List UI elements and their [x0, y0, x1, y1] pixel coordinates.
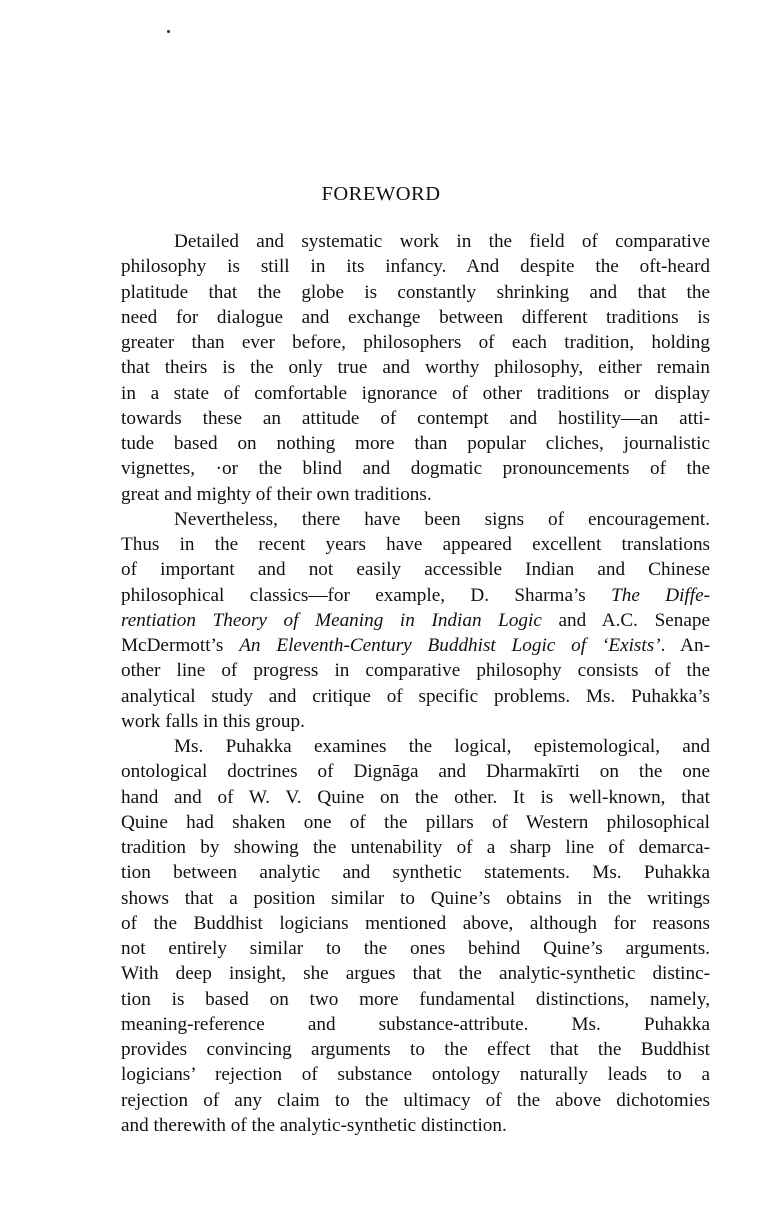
text-line: tion is based on two more fundamental distinctions, namely, — [121, 988, 710, 1010]
text-line: that theirs is the only true and worthy philosophy, either remain — [121, 357, 710, 379]
paragraph-2 — [121, 507, 710, 734]
page-title: FOREWORD — [321, 183, 441, 205]
text-line: meaning-reference and substance-attribute. Ms. Puhakka — [121, 1013, 710, 1035]
text-line: of important and not easily accessible Indian and Chinese — [121, 559, 710, 581]
text-line: Nevertheless, there have been signs of encouragement. — [174, 508, 710, 530]
text-line: tion between analytic and synthetic statements. Ms. Puhakka — [121, 862, 710, 884]
text-run: . An- — [660, 635, 711, 656]
text-line: Detailed and systematic work in the field of comparative — [174, 231, 710, 252]
text-line: other line of progress in comparative philosophy consists of the — [121, 660, 710, 682]
text-line: With deep insight, she argues that the analytic-synthetic distinc- — [121, 963, 710, 985]
text-line: not entirely similar to the ones behind Quine’s arguments. — [121, 938, 710, 959]
foreword-body — [121, 229, 710, 1138]
book-title: The Diffe- — [611, 584, 710, 606]
text-line: rejection of any claim to the ultimacy of the above dichotomies — [121, 1089, 710, 1111]
text-line: great and mighty of their own traditions. — [121, 483, 432, 505]
text-line — [121, 608, 710, 633]
text-line: shows that a position similar to Quine’s obtains in the writings — [121, 887, 710, 909]
paragraph-3 — [121, 734, 710, 1138]
text-line: need for dialogue and exchange between different traditions is — [121, 306, 710, 328]
text-line — [121, 633, 710, 658]
text-run: and A.C. Senape — [541, 609, 710, 631]
text-line: Quine had shaken one of the pillars of Western philosophical — [121, 811, 710, 833]
text-line: work falls in this group. — [121, 710, 305, 732]
book-title: rentiation Theory of Meaning in Indian Logic — [121, 609, 542, 631]
text-run: McDermott’s — [121, 635, 240, 656]
text-line: platitude that the globe is constantly shrinking and that the — [121, 281, 710, 303]
text-line: ontological doctrines of Dignāga and Dharmakīrti on the one — [121, 761, 710, 783]
text-line: logicians’ rejection of substance ontology naturally leads to a — [121, 1064, 710, 1086]
paragraph-1 — [121, 229, 710, 507]
text-line: analytical study and critique of specific problems. Ms. Puhakka’s — [121, 685, 710, 707]
text-line: Ms. Puhakka examines the logical, epistemological, and — [174, 736, 710, 757]
text-line: Thus in the recent years have appeared excellent translations — [121, 534, 710, 555]
ink-speck — [167, 30, 170, 33]
text-line: provides convincing arguments to the effect that the Buddhist — [121, 1039, 710, 1060]
text-line: towards these an attitude of contempt and hostility—an atti- — [121, 407, 710, 429]
text-line: hand and of W. V. Quine on the other. It is well-known, that — [121, 786, 710, 808]
text-line — [121, 583, 710, 608]
text-line: in a state of comfortable ignorance of other traditions or display — [121, 382, 710, 404]
text-line: of the Buddhist logicians mentioned above, although for reasons — [121, 912, 710, 934]
text-line: and therewith of the analytic-synthetic distinction. — [121, 1114, 507, 1136]
text-line: vignettes, ·or the blind and dogmatic pronouncements of the — [121, 458, 710, 480]
text-run: philosophical classics—for example, D. Sharma’s — [121, 584, 586, 606]
book-title: An Eleventh-Century Buddhist Logic of ‘Exists’ — [239, 635, 661, 656]
text-line: tradition by showing the untenability of a sharp line of demarca- — [121, 837, 710, 858]
text-line: philosophy is still in its infancy. And despite the oft-heard — [121, 256, 710, 278]
text-line: greater than ever before, philosophers of each tradition, holding — [121, 332, 710, 353]
text-line: tude based on nothing more than popular cliches, journalistic — [121, 433, 710, 454]
